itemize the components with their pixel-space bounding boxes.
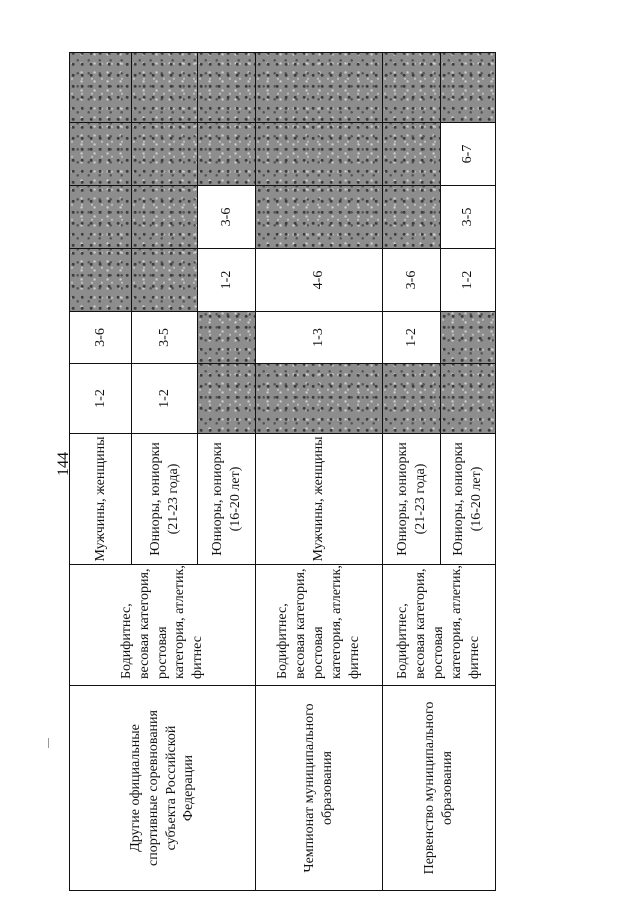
ranking-table <box>69 43 496 891</box>
shaded-cell <box>70 249 132 312</box>
shaded-cell <box>198 312 256 364</box>
edge-gap <box>70 44 132 53</box>
competition-cell: Другие официальные спортивные соревнования субъекта Российской Федерации <box>70 686 256 891</box>
category-cell: Юниоры, юниорки (16-20 лет) <box>198 434 256 565</box>
place-cell: 3-5 <box>441 186 496 249</box>
category-cell: Юниоры, юниорки (21-23 года) <box>132 434 198 565</box>
shaded-cell <box>256 364 383 434</box>
table-row <box>70 44 132 891</box>
edge-gap <box>132 44 198 53</box>
place-cell: 1-2 <box>70 364 132 434</box>
category-cell: Юниоры, юниорки (21-23 года) <box>383 434 441 565</box>
category-cell: Юниоры, юниорки (16-20 лет) <box>441 434 496 565</box>
place-cell: 3-6 <box>383 249 441 312</box>
shaded-cell <box>132 186 198 249</box>
shaded-cell <box>383 123 441 186</box>
shaded-cell <box>383 364 441 434</box>
place-cell: 3-6 <box>70 312 132 364</box>
shaded-cell <box>441 364 496 434</box>
shaded-cell <box>70 186 132 249</box>
rotated-table-container <box>69 44 495 891</box>
competition-cell: Чемпионат муниципального образования <box>256 686 383 891</box>
place-cell: 1-3 <box>256 312 383 364</box>
place-cell: 1-2 <box>383 312 441 364</box>
shaded-cell <box>198 53 256 123</box>
shaded-cell <box>132 53 198 123</box>
category-cell: Мужчины, женщины <box>256 434 383 565</box>
discipline-cell: Бодифитнес, весовая категория, ростовая категория, атлетик, фитнес <box>70 565 256 686</box>
shaded-cell <box>441 53 496 123</box>
place-cell: 1-2 <box>132 364 198 434</box>
shaded-cell <box>383 186 441 249</box>
shaded-cell <box>256 53 383 123</box>
shaded-cell <box>383 53 441 123</box>
place-cell: 3-6 <box>198 186 256 249</box>
shaded-cell <box>70 53 132 123</box>
place-cell: 1-2 <box>198 249 256 312</box>
discipline-cell: Бодифитнес, весовая категория, ростовая категория, атлетик, фитнес <box>383 565 496 686</box>
discipline-cell: Бодифитнес, весовая категория, ростовая категория, атлетик, фитнес <box>256 565 383 686</box>
shaded-cell <box>198 364 256 434</box>
competition-cell: Первенство муниципального образования <box>383 686 496 891</box>
place-cell: 1-2 <box>441 249 496 312</box>
shaded-cell <box>132 249 198 312</box>
place-cell: 6-7 <box>441 123 496 186</box>
table-row <box>383 44 441 891</box>
shaded-cell <box>256 123 383 186</box>
edge-gap <box>256 44 383 53</box>
edge-gap <box>383 44 441 53</box>
shaded-cell <box>198 123 256 186</box>
shaded-cell <box>70 123 132 186</box>
edge-gap <box>441 44 496 53</box>
table-row <box>256 44 383 891</box>
place-cell: 3-5 <box>132 312 198 364</box>
edge-gap <box>198 44 256 53</box>
margin-mark <box>48 738 49 748</box>
shaded-cell <box>256 186 383 249</box>
shaded-cell <box>441 312 496 364</box>
shaded-cell <box>132 123 198 186</box>
place-cell: 4-6 <box>256 249 383 312</box>
category-cell: Мужчины, женщины <box>70 434 132 565</box>
page-number: 144 <box>55 452 72 476</box>
